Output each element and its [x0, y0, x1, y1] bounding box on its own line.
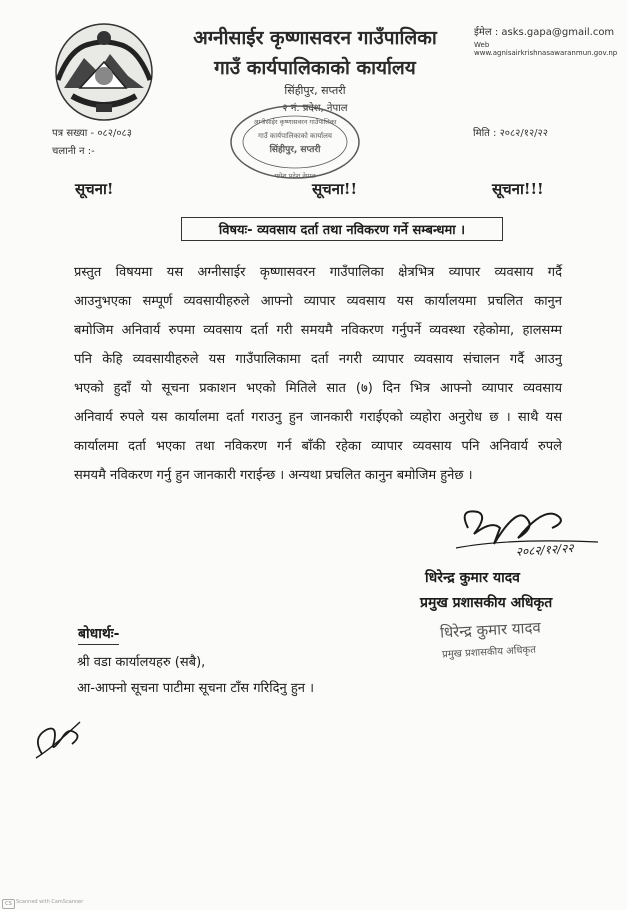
- scanner-label: Scanned with CamScanner: [16, 899, 84, 905]
- date-text: मिति : २०८२/१२/२२: [473, 128, 548, 139]
- body-line: प्रस्तुत विषयमा यस अग्नीसाईर कृष्णासवरन गाउँपालिका क्षेत्रभित्र व्यापार व्यवसाय गर्दै: [74, 265, 562, 280]
- cc-line: श्री वडा कार्यालयहरु (सबै),: [77, 655, 206, 670]
- subject-line: विषयः- व्यवसाय दर्ता तथा नविकरण गर्ने सम्बन्धमा ।: [181, 217, 503, 241]
- stamp-text-footer: मधेश प्रदेश नेपाल: [274, 172, 316, 180]
- signatory-title: प्रमुख प्रशासकीय अधिकृत: [420, 595, 553, 611]
- email-text: ईमेल : asks.gapa@gmail.com: [474, 27, 615, 38]
- notice-body: [74, 258, 562, 490]
- office-name-line1: अग्नीसाईर कृष्णासवरन गाउँपालिका: [193, 27, 437, 49]
- office-name-line2: गाउँ कार्यपालिकाको कार्यालय: [214, 57, 416, 79]
- address-line1: सिंहीपुर, सप्तरी: [284, 84, 346, 97]
- camscanner-icon: CS: [2, 899, 15, 909]
- name-stamp-title: प्रमुख प्रशासकीय अधिकृत: [441, 644, 537, 661]
- body-line: बमोजिम अनिवार्य रुपमा व्यवसाय दर्ता गरी समयमै नविकरण गर्नुपर्ने व्यवस्था रहेकोमा, हालसम्म: [74, 323, 562, 338]
- body-line: समयमै नविकरण गर्नु हुन जानकारी गराईन्छ । अन्यथा प्रचलित कानुन बमोजिम हुनेछ ।: [74, 468, 473, 483]
- chalani-number: चलानी न :-: [52, 146, 95, 157]
- stamp-text-bottom: सिंहीपुर, सप्तरी: [269, 145, 321, 155]
- body-line: आउनुभएका सम्पूर्ण व्यवसायीहरुले आफ्नो व्यापार व्यवसाय यस कार्यालयमा प्रचलित कानुन: [74, 294, 562, 309]
- signature-image: [448, 498, 608, 566]
- patra-sankhya: पत्र सख्या - ०८२/०८३: [52, 128, 132, 139]
- cc-heading: बोधार्थः-: [78, 624, 119, 645]
- stamp-text-mid: गाउँ कार्यपालिकाको कार्यालय: [258, 132, 332, 140]
- notice-heading-3: सूचना!!!: [492, 180, 544, 198]
- office-stamp: [226, 100, 364, 182]
- body-line: अनिवार्य रुपले यस कार्यालमा दर्ता गराउनु हुन जानकारी गराईएको व्यहोरा अनुरोध छ । साथै यस: [74, 410, 562, 425]
- body-line: कार्यालमा दर्ता भएका तथा नविकरण गर्न बाँकी रहेका व्यापार व्यवसाय पनि अनिवार्य रुपले: [74, 439, 562, 454]
- notice-heading-2: सूचना!!: [312, 180, 358, 198]
- handwritten-initial: [28, 708, 88, 768]
- name-stamp: [440, 618, 600, 664]
- nepal-emblem-logo: [50, 18, 158, 126]
- address-line2: २ नं. प्रदेश, नेपाल: [282, 103, 348, 114]
- scanner-watermark: [2, 899, 102, 910]
- website-text: Web www.agnisairkrishnasawaranmun.gov.np: [474, 41, 618, 57]
- signature-date: २०८२/१२/२२: [515, 540, 575, 559]
- stamp-text-top: अग्नीसाईर कृष्णासवरन गाउँपालिका: [253, 118, 337, 126]
- body-line: भएको हुदाँ यो सूचना प्रकाशन भएको मितिले सात (७) दिन भित्र आफ्नो व्यापार व्यवसाय: [74, 381, 562, 396]
- signatory-name: धिरेन्द्र कुमार यादव: [425, 570, 520, 586]
- cc-line: आ-आफ्नो सूचना पाटीमा सूचना टाँस गरिदिनु हुन ।: [77, 681, 315, 696]
- body-line: पनि केहि व्यवसायीहरुले यस गाउँपालिकामा दर्ता नगरी व्यापार व्यवसाय संचालन गर्दै आउनु: [74, 352, 562, 367]
- name-stamp-name: धिरेन्द्र कुमार यादव: [439, 618, 542, 642]
- notice-heading-1: सूचना!: [75, 180, 114, 198]
